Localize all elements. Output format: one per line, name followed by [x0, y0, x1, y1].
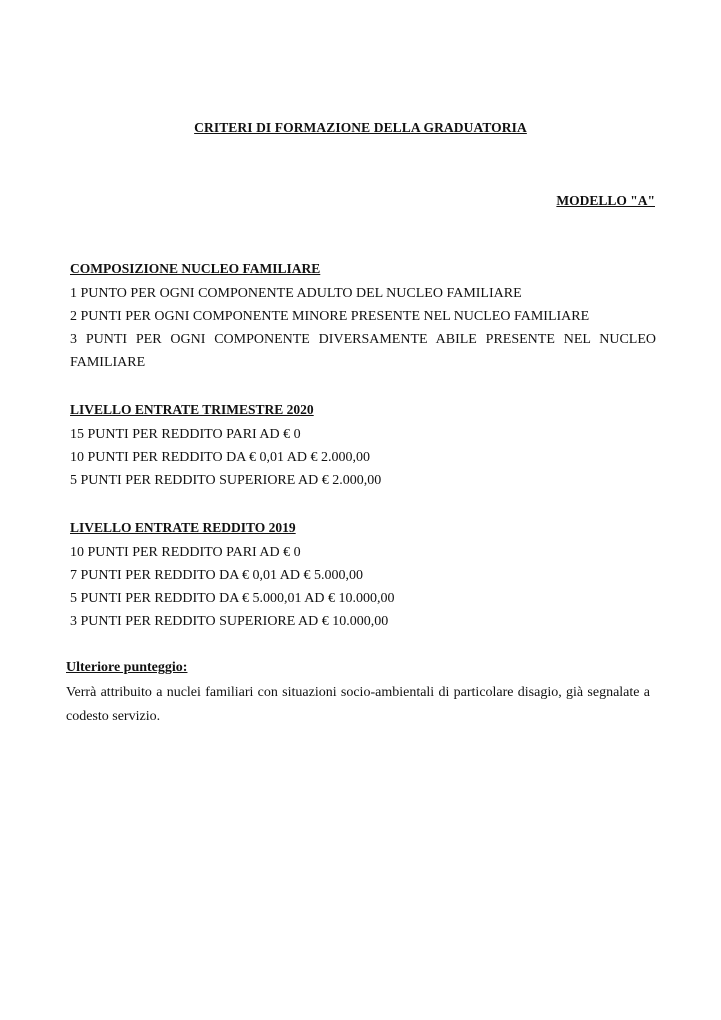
section-paragraph: Verrà attribuito a nuclei familiari con situazioni socio-ambientali di particolare disagio, già segnalate a codesto servizio.: [66, 685, 650, 724]
criteria-line: 3 PUNTI PER OGNI COMPONENTE DIVERSAMENTE ABILE PRESENTE NEL NUCLEO FAMILIARE: [70, 332, 656, 370]
criteria-line: 2 PUNTI PER OGNI COMPONENTE MINORE PRESENTE NEL NUCLEO FAMILIARE: [70, 309, 590, 324]
section-heading: COMPOSIZIONE NUCLEO FAMILIARE: [70, 261, 321, 276]
criteria-line: 3 PUNTI PER REDDITO SUPERIORE AD € 10.000,00: [70, 614, 389, 629]
section-heading: LIVELLO ENTRATE REDDITO 2019: [70, 520, 296, 535]
criteria-line: 10 PUNTI PER REDDITO DA € 0,01 AD € 2.000,00: [70, 450, 370, 465]
section-composizione-nucleo: [70, 259, 656, 374]
criteria-line: 10 PUNTI PER REDDITO PARI AD € 0: [70, 545, 301, 560]
section-heading: LIVELLO ENTRATE TRIMESTRE 2020: [70, 402, 314, 417]
model-label: MODELLO "A": [556, 193, 655, 208]
section-entrate-reddito: [70, 518, 656, 633]
section-ulteriore-punteggio: [66, 658, 656, 729]
criteria-line: 15 PUNTI PER REDDITO PARI AD € 0: [70, 427, 301, 442]
section-entrate-trimestre: [70, 400, 656, 492]
criteria-line: 7 PUNTI PER REDDITO DA € 0,01 AD € 5.000,00: [70, 568, 363, 583]
criteria-line: 5 PUNTI PER REDDITO SUPERIORE AD € 2.000,00: [70, 473, 382, 488]
criteria-line: 1 PUNTO PER OGNI COMPONENTE ADULTO DEL NUCLEO FAMILIARE: [70, 286, 522, 301]
section-heading: Ulteriore punteggio:: [66, 660, 188, 675]
document-title: CRITERI DI FORMAZIONE DELLA GRADUATORIA: [194, 120, 527, 135]
criteria-line: 5 PUNTI PER REDDITO DA € 5.000,01 AD € 10.000,00: [70, 591, 395, 606]
